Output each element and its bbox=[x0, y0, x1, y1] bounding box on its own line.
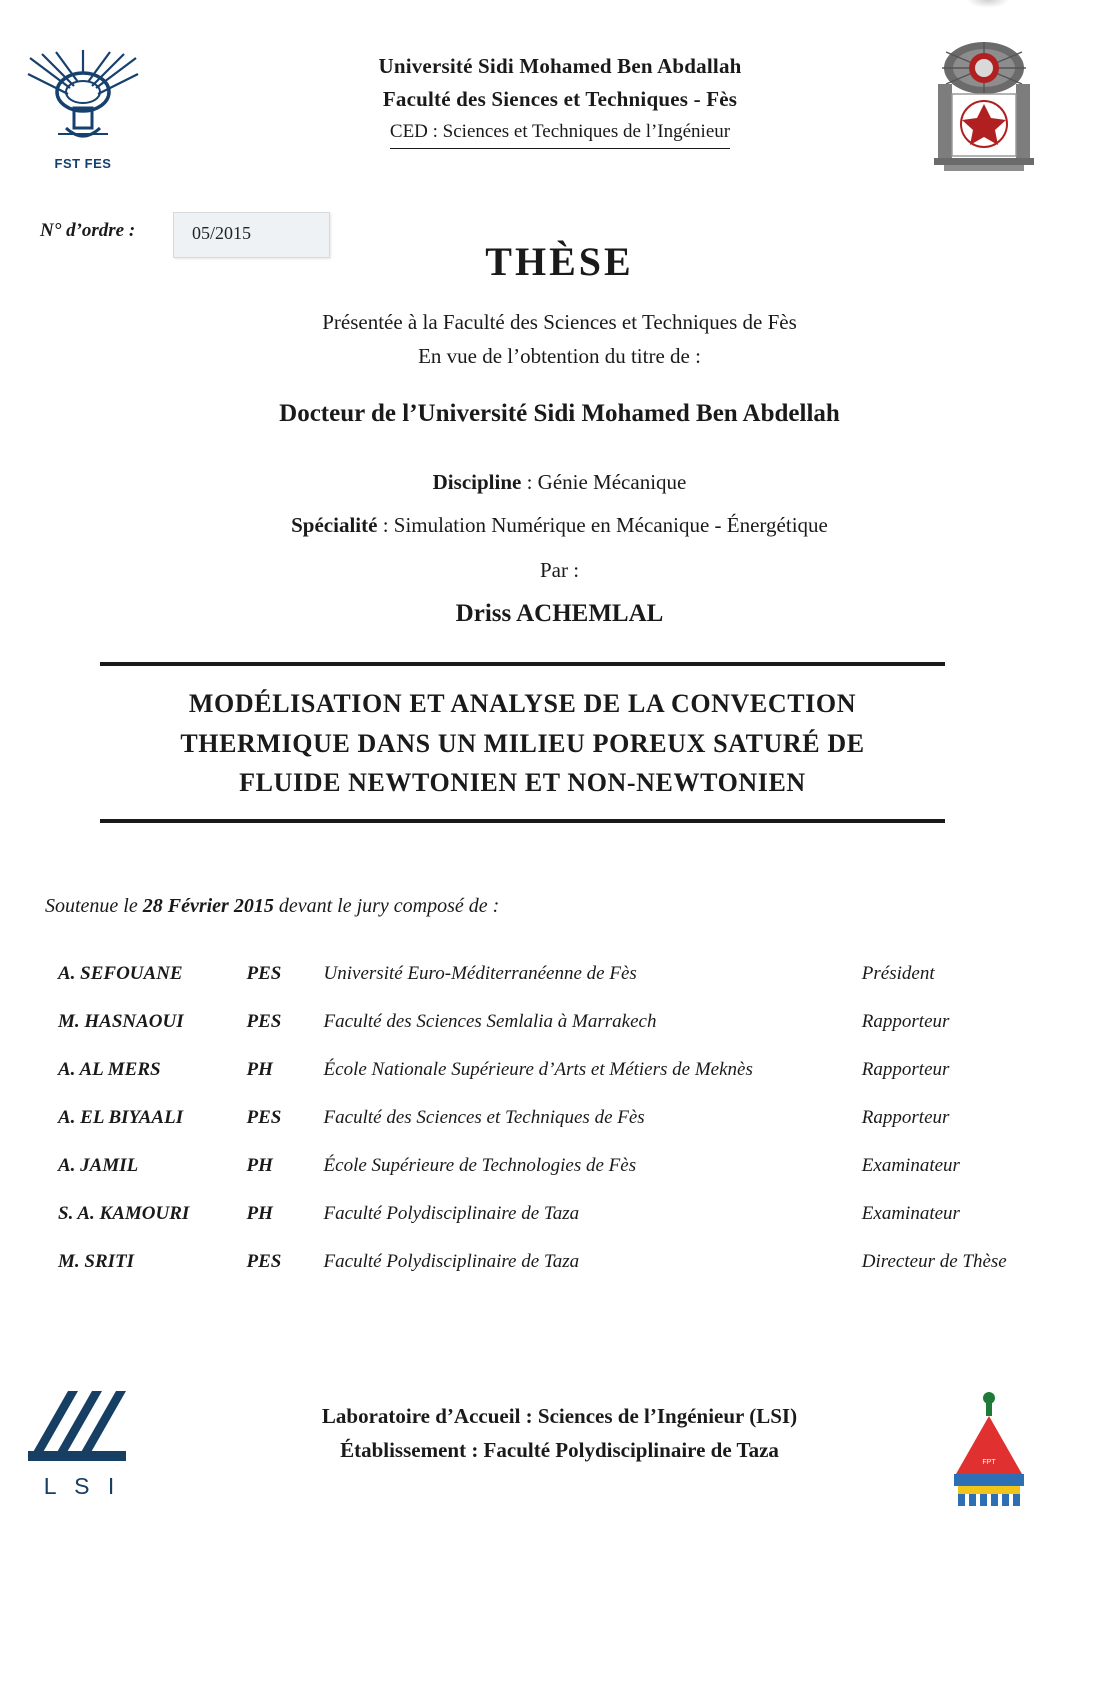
purpose-line: En vue de l’obtention du titre de : bbox=[418, 344, 701, 368]
jury-member-role: Président bbox=[861, 963, 935, 984]
jury-member-name: A. SEFOUANE bbox=[58, 963, 183, 984]
discipline-value: : Génie Mécanique bbox=[521, 470, 687, 494]
jury-member-role: Rapporteur bbox=[861, 1107, 950, 1128]
specialty-line bbox=[0, 513, 1119, 538]
specialty-label: Spécialité bbox=[291, 513, 378, 537]
svg-text:FPT: FPT bbox=[982, 1459, 996, 1466]
ced-line: CED : Sciences et Techniques de l’Ingénieur bbox=[390, 117, 730, 148]
establishment: Établissement : Faculté Polydisciplinaire de Taza bbox=[340, 1437, 779, 1462]
lsi-logo-caption: L S I bbox=[43, 1473, 121, 1499]
jury-member-grade: PH bbox=[246, 1203, 273, 1224]
jury-member-institution: École Supérieure de Technologies de Fès bbox=[323, 1155, 637, 1176]
thesis-word: THÈSE bbox=[485, 239, 634, 284]
order-number-value: 05/2015 bbox=[192, 223, 252, 243]
degree-line: Docteur de l’Université Sidi Mohamed Ben Abdellah bbox=[279, 400, 840, 427]
presented-line: Présentée à la Faculté des Sciences et Techniques de Fès bbox=[322, 310, 797, 334]
fst-fes-logo bbox=[18, 48, 148, 173]
jury-member-role: Directeur de Thèse bbox=[861, 1251, 1007, 1272]
jury-member-role: Examinateur bbox=[861, 1203, 960, 1224]
jury-member-name: S. A. KAMOURI bbox=[58, 1203, 190, 1224]
jury-member-name: M. SRITI bbox=[58, 1251, 135, 1272]
by-line: Par : bbox=[539, 558, 580, 582]
jury-member-role: Rapporteur bbox=[861, 1059, 950, 1080]
author-name: Driss ACHEMLAL bbox=[455, 600, 664, 627]
jury-member-grade: PH bbox=[246, 1059, 273, 1080]
jury-member-institution: Faculté Polydisciplinaire de Taza bbox=[323, 1203, 580, 1224]
jury-member-grade: PES bbox=[246, 1107, 282, 1128]
faculty-name: Faculté des Siences et Techniques - Fès bbox=[382, 86, 738, 111]
table-row bbox=[45, 1190, 1075, 1238]
jury-member-name: M. HASNAOUI bbox=[58, 1011, 184, 1032]
jury-member-institution: Faculté des Sciences Semlalia à Marrakech bbox=[323, 1011, 657, 1032]
page-header bbox=[0, 30, 1119, 170]
jury-member-grade: PES bbox=[246, 963, 282, 984]
table-row bbox=[45, 1046, 1075, 1094]
table-row bbox=[45, 1238, 1075, 1286]
university-name: Université Sidi Mohamed Ben Abdallah bbox=[378, 54, 742, 78]
thesis-title-frame bbox=[100, 662, 945, 823]
defense-date: 28 Février 2015 bbox=[142, 895, 274, 917]
jury-member-institution: École Nationale Supérieure d’Arts et Métiers de Meknès bbox=[323, 1059, 753, 1080]
scan-smudge bbox=[967, 0, 1009, 8]
jury-intro bbox=[45, 895, 499, 918]
specialty-value: : Simulation Numérique en Mécanique - Énergétique bbox=[377, 513, 828, 537]
discipline-line bbox=[0, 470, 1119, 495]
university-heading bbox=[230, 50, 890, 149]
thesis-title-line-3: FLUIDE NEWTONIEN ET NON-NEWTONIEN bbox=[239, 768, 806, 798]
jury-member-grade: PH bbox=[246, 1155, 273, 1176]
jury-intro-suffix: devant le jury composé de : bbox=[273, 895, 500, 917]
jury-member-name: A. JAMIL bbox=[58, 1155, 139, 1176]
royal-emblem-logo bbox=[924, 38, 1044, 178]
jury-member-name: A. AL MERS bbox=[58, 1059, 161, 1080]
host-laboratory: Laboratoire d’Accueil : Sciences de l’Ingénieur (LSI) bbox=[321, 1404, 798, 1428]
royal-crown-icon bbox=[924, 38, 1044, 178]
jury-intro-prefix: Soutenue le bbox=[45, 895, 143, 917]
taza-emblem-icon bbox=[934, 1390, 1044, 1510]
fst-fes-emblem-icon bbox=[18, 48, 148, 158]
jury-member-institution: Université Euro-Méditerranéenne de Fès bbox=[323, 963, 637, 984]
thesis-title-line-1: MODÉLISATION ET ANALYSE DE LA CONVECTION bbox=[188, 689, 857, 718]
table-row bbox=[45, 950, 1075, 998]
jury-member-institution: Faculté des Sciences et Techniques de Fès bbox=[323, 1107, 645, 1128]
jury-member-role: Rapporteur bbox=[861, 1011, 950, 1032]
table-row bbox=[45, 1142, 1075, 1190]
thesis-title-line-2: THERMIQUE DANS UN MILIEU POREUX SATURÉ DE bbox=[180, 728, 865, 758]
jury-member-role: Examinateur bbox=[861, 1155, 960, 1176]
discipline-label: Discipline bbox=[432, 470, 522, 494]
jury-member-institution: Faculté Polydisciplinaire de Taza bbox=[323, 1251, 580, 1272]
table-row bbox=[45, 998, 1075, 1046]
fst-fes-logo-caption: FST FES bbox=[54, 156, 112, 171]
order-number-label: N° d’ordre : bbox=[40, 220, 136, 241]
jury-member-name: A. EL BIYAALI bbox=[58, 1107, 184, 1128]
taza-faculty-logo bbox=[934, 1390, 1044, 1510]
jury-member-grade: PES bbox=[246, 1251, 282, 1272]
jury-member-grade: PES bbox=[246, 1011, 282, 1032]
table-row bbox=[45, 1094, 1075, 1142]
jury-table bbox=[45, 950, 1075, 1286]
